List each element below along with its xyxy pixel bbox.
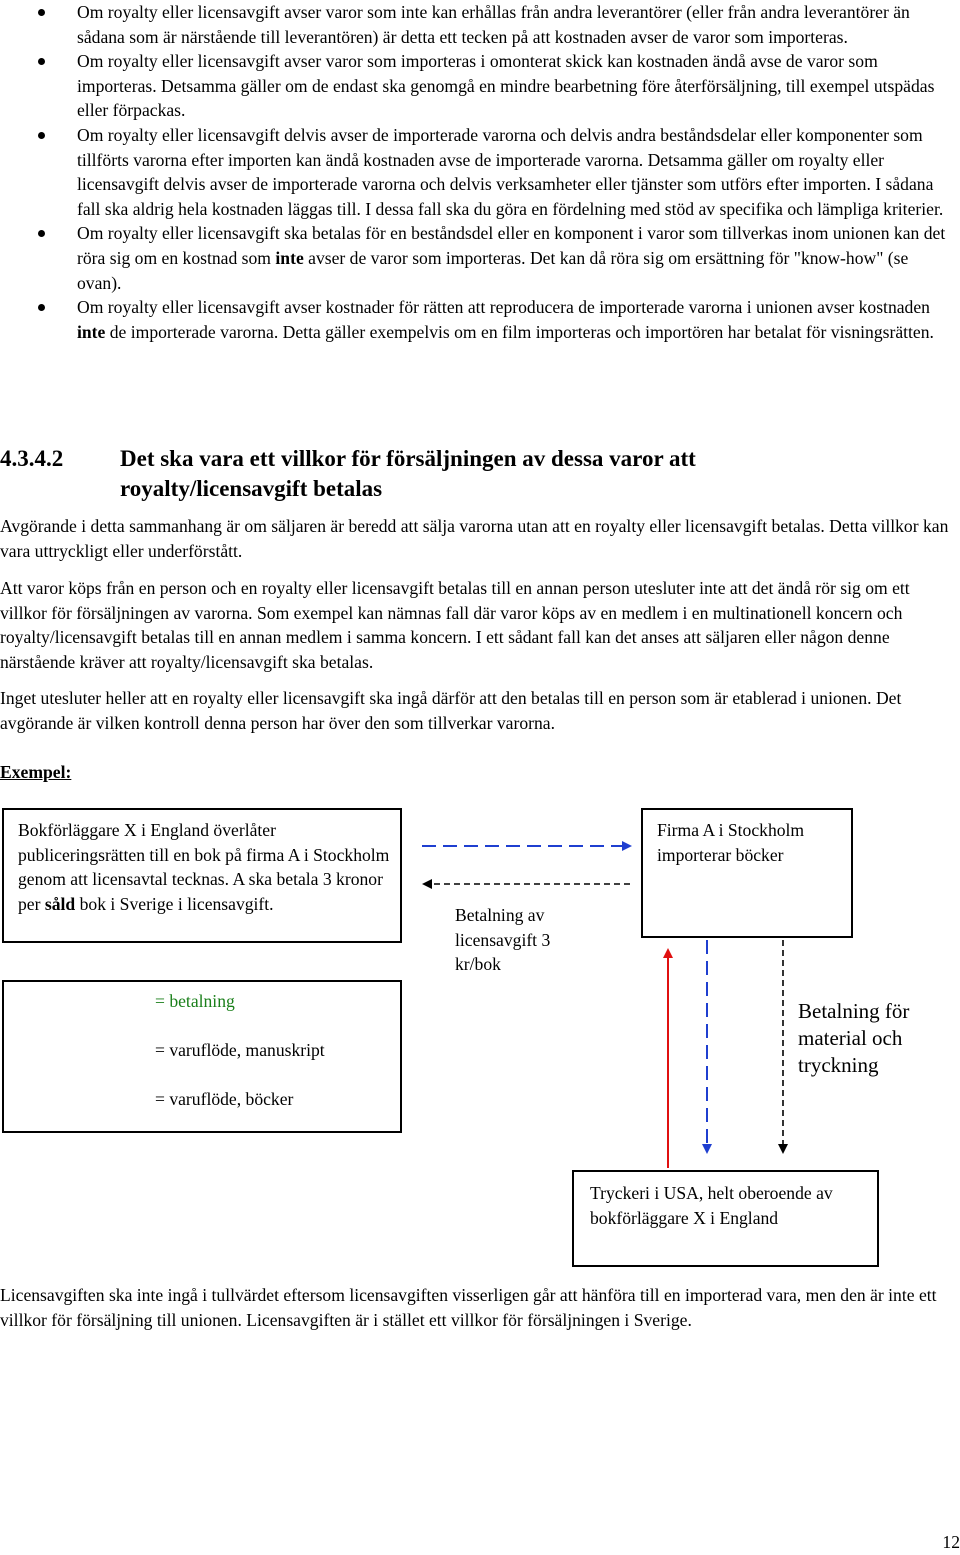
publisher-box-text bbox=[18, 818, 390, 932]
bullet-text: Om royalty eller licensavgift avser varor som inte kan erhållas från andra leverantörer (eller från andra leverantörer än sådana som är närstående till leverantören) är detta ett tecken på att kostnaden avser de varor som importeras. bbox=[77, 2, 910, 47]
example-heading: Exempel: bbox=[0, 762, 72, 782]
bullet-emphasis: inte bbox=[77, 321, 106, 342]
publisher-text-bold: såld bbox=[44, 893, 76, 914]
firm-box bbox=[641, 808, 853, 938]
bullet-text: Om royalty eller licensavgift delvis avser de importerade varorna och delvis andra beståndsdelar eller komponenter som tillförts varorna efter importen kan ändå kostnaden avse de importerade varorna. Detsamma gäller om royalty eller licensavgift delvis avser de importerade varorna och delvis verksamheter eller tjänster som utförs efter importen. I sådana fall ska aldrig hela kostnaden läggas till. I dessa fall ska du göra en fördelning med stöd av specifika och lämpliga kriterier. bbox=[77, 124, 944, 219]
license-payment-label: Betalning av licensavgift 3 kr/bok bbox=[455, 905, 551, 975]
legend-books-label: = varuflöde, böcker bbox=[155, 1089, 294, 1109]
bullet-text: Om royalty eller licensavgift ska betalas för en beståndsdel eller en komponent i varor som tillverkas inom unionen kan det röra sig om en kostnad som bbox=[77, 223, 946, 268]
paragraph-conclusion: Licensavgiften ska inte ingå i tullvärdet eftersom licensavgiften visserligen går att hänföra till en importerad vara, men den är inte ett villkor för försäljning till unionen. Licensavgiften är i stället ett villkor för försäljningen i Sverige. bbox=[0, 1285, 937, 1330]
paragraph-union: Inget utesluter heller att en royalty eller licensavgift ska ingå därför att den betalas till en person som är etablerad i unionen. Det avgörande är vilken kontroll denna person har över den som tillverkar varorna. bbox=[0, 688, 902, 733]
section-title: Det ska vara ett villkor för försäljningen av dessa varor att royalty/licensavgift betalas bbox=[120, 446, 696, 501]
legend-payment-label: = betalning bbox=[155, 991, 235, 1011]
paragraph-decisive: Avgörande i detta sammanhang är om säljaren är beredd att sälja varorna utan att en royalty eller licensavgift betalas. Detta villkor kan vara uttryckligt eller underförstått. bbox=[0, 516, 949, 561]
legend-manuscript-label: = varuflöde, manuskript bbox=[155, 1040, 325, 1060]
publisher-text-part2: bok i Sverige i licensavgift. bbox=[75, 893, 274, 914]
printer-box bbox=[572, 1170, 879, 1267]
bullet-text: Om royalty eller licensavgift avser varor som importeras i omonterat skick kan kostnaden ändå avse de varor som importeras. Detsamma gäller om de endast ska genomgå en mindre bearbetning före återförsäljning, till exempel utspädas eller förpackas. bbox=[77, 51, 935, 121]
publisher-box bbox=[2, 808, 402, 943]
material-payment-label: Betalning för material och tryckning bbox=[798, 999, 910, 1077]
paragraph-purchase: Att varor köps från en person och en royalty eller licensavgift betalas till en annan person utesluter inte att det ändå rör sig om ett villkor för försäljningen av varorna. Som exempel kan nämnas fall där varor köps av en medlem i en multinationell koncern och royalty/licensavgift betalas till en annan medlem i samma koncern. I ett sådant fall kan det anses att säljaren eller någon denne närstående kräver att royalty/licensavgift ska betalas. bbox=[0, 578, 910, 672]
bullet-text: de importerade varorna. Detta gäller exempelvis om en film importeras och importören har betalat för visningsrätten. bbox=[105, 321, 934, 342]
printer-box-text: Tryckeri i USA, helt oberoende av bokförläggare X i England bbox=[590, 1183, 833, 1228]
firm-box-text: Firma A i Stockholm importerar böcker bbox=[657, 820, 805, 865]
section-number: 4.3.4.2 bbox=[0, 446, 64, 471]
bullet-emphasis: inte bbox=[275, 247, 304, 268]
publisher-text-part1: Bokförläggare X i England överlåter publiceringsrätten till en bok på firma A i Stockholm genom att licensavtal tecknas. A ska betala 3 kronor per bbox=[18, 820, 390, 914]
bullet-text: Om royalty eller licensavgift avser kostnader för rätten att reproducera de importerade varorna i unionen avser kostnaden bbox=[77, 297, 930, 318]
page-number: 12 bbox=[942, 1532, 960, 1552]
bullet-text: avser de varor som importeras. Det kan då röra sig om ersättning för "know-how" (se ovan). bbox=[77, 247, 909, 293]
